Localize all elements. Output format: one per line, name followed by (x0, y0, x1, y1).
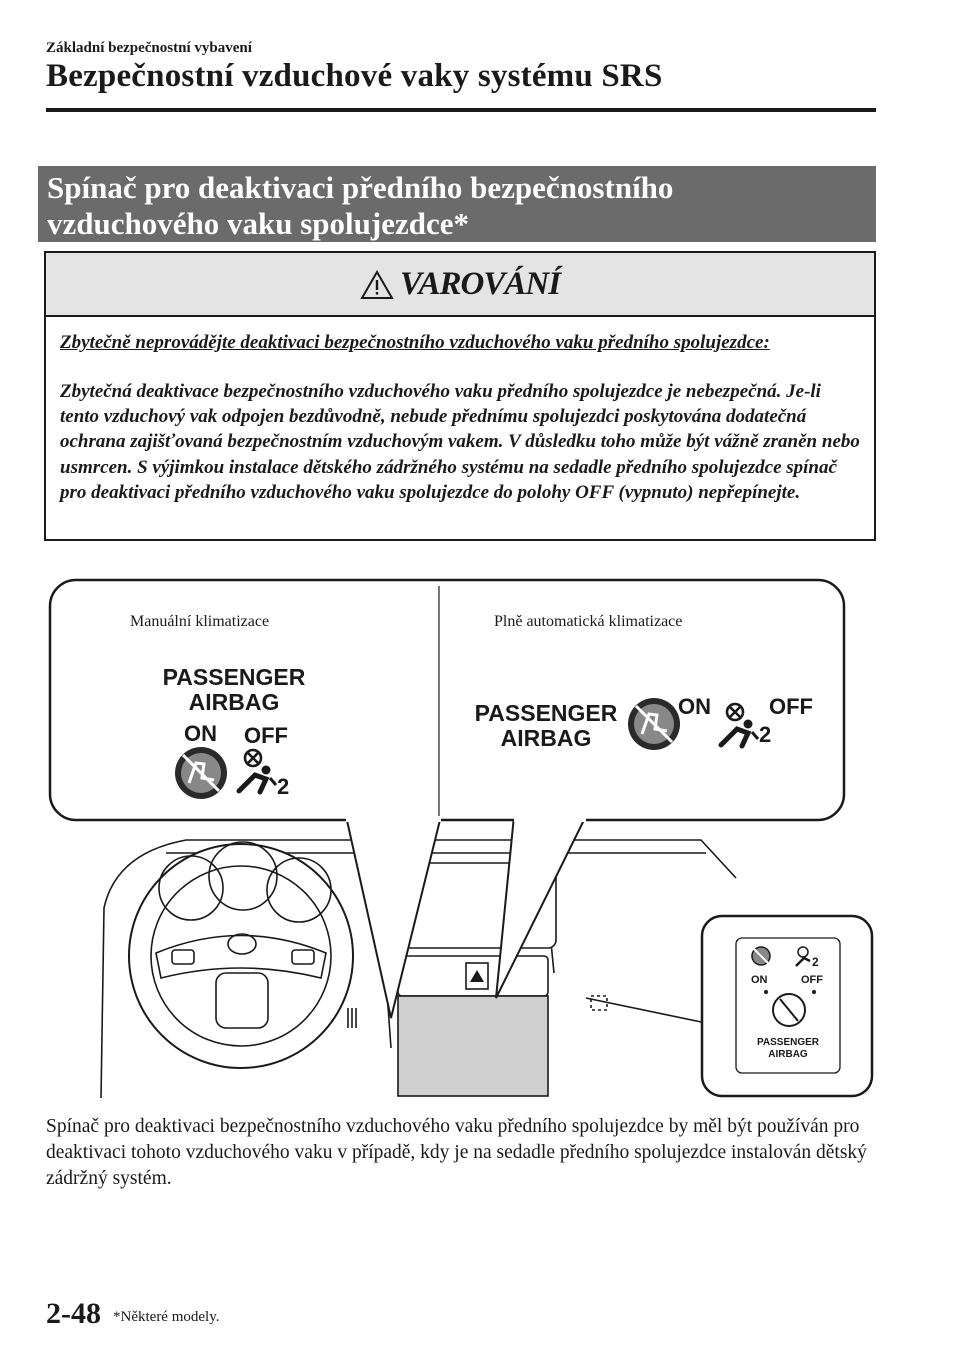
svg-text:OFF: OFF (244, 723, 288, 748)
warning-title: VAROVÁNÍ (399, 266, 561, 302)
switch-detail-inset (702, 916, 872, 1096)
section-banner (38, 166, 876, 242)
auto-ac-label: Plně automatická klimatizace (494, 613, 683, 630)
svg-text:2: 2 (277, 774, 290, 799)
airbag-switch-figure (46, 578, 876, 1098)
svg-text:OFF: OFF (801, 974, 823, 986)
warning-body: Zbytečná deaktivace bezpečnostního vzduchového vaku předního spolujezdce je nebezpečná. Je-li tento vzduchový vak odpojen bezdůvodně, nebude přednímu spolujezdci poskytována dodatečná ochrana zajišťovaná bezpečnostním vzduchovým vakem. V důsledku toho může být vážně zraněn nebo usmrcen. S výjimkou instalace dětského zádržného systému na sedadle předního spolujezdce spínač pro deaktivaci předního vzduchového vaku spolujezdce do polohy OFF (vypnuto) nepřepínejte. (60, 381, 860, 503)
warning-triangle-icon (360, 270, 394, 300)
section-title-line-1: Spínač pro deaktivaci předního bezpečnostního (47, 170, 674, 205)
svg-text:AIRBAG: AIRBAG (188, 689, 280, 715)
manual-ac-label: Manuální klimatizace (130, 613, 270, 630)
svg-text:2: 2 (812, 955, 819, 969)
breadcrumb: Základní bezpečnostní vybavení (46, 40, 252, 56)
svg-text:PASSENGER: PASSENGER (474, 700, 618, 726)
svg-text:ON: ON (678, 694, 711, 719)
title-rule (46, 108, 876, 112)
svg-text:ON: ON (184, 721, 217, 746)
warning-lead: Zbytečně neprovádějte deaktivaci bezpečnostního vzduchového vaku předního spolujezdce: (60, 332, 770, 353)
svg-text:PASSENGER: PASSENGER (756, 1037, 820, 1048)
warning-box (44, 251, 876, 541)
footnote: *Některé modely. (113, 1309, 220, 1325)
warning-header (46, 253, 874, 317)
section-title-line-2: vzduchového vaku spolujezdce* (47, 206, 469, 241)
page-title: Bezpečnostní vzduchové vaky systému SRS (46, 58, 663, 94)
figure-caption: Spínač pro deaktivaci bezpečnostního vzduchového vaku předního spolujezdce by měl být používán pro deaktivaci tohoto vzduchového vaku v případě, kdy je na sedadle předního spolujezdce instalován dětský zádržný systém. (46, 1116, 867, 1189)
svg-text:PASSENGER: PASSENGER (162, 664, 306, 690)
svg-text:AIRBAG: AIRBAG (768, 1049, 808, 1060)
airbag-on-icon (628, 698, 680, 750)
page-number: 2-48 (46, 1297, 101, 1330)
airbag-on-icon (175, 747, 227, 799)
svg-text:2: 2 (759, 722, 772, 747)
svg-text:ON: ON (751, 974, 768, 986)
svg-text:AIRBAG: AIRBAG (500, 725, 592, 751)
svg-text:OFF: OFF (769, 694, 813, 719)
